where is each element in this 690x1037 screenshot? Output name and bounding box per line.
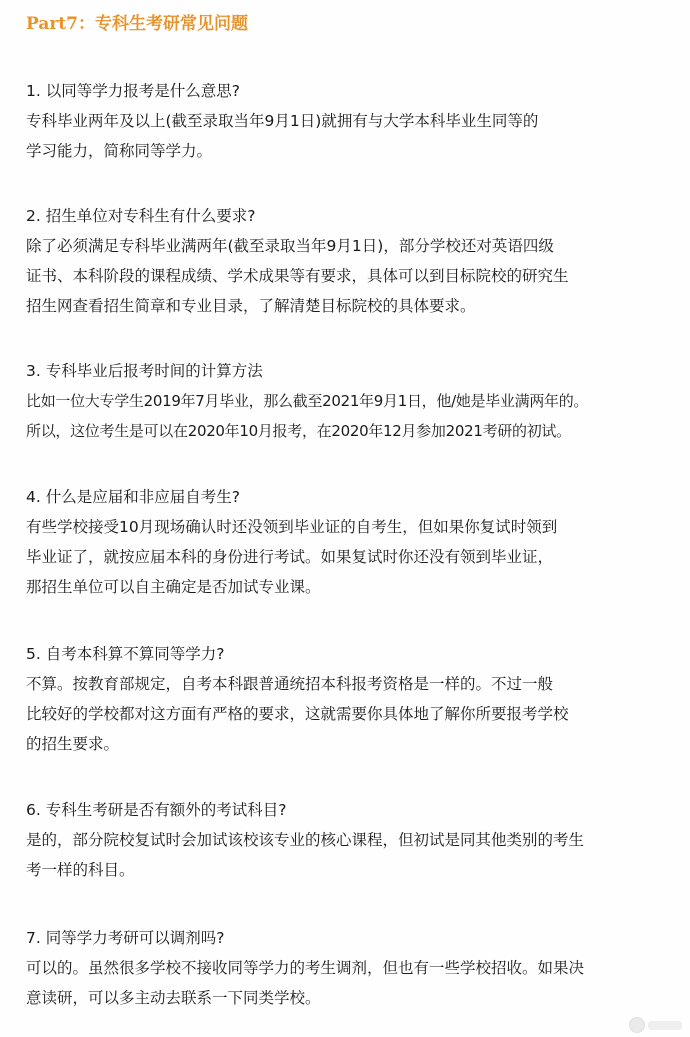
qa-section-2 [26,201,686,321]
question: 4. 什么是应届和非应届自考生? [26,488,240,506]
page-title: Part7：专科生考研常见问题 [26,14,248,34]
answer-line: 考一样的科目。 [26,861,135,879]
answer-line: 比如一位大专学生2019年7月毕业，那么截至2021年9月1日，他/她是毕业满两年的。 [26,392,589,410]
question: 2. 招生单位对专科生有什么要求? [26,207,256,225]
watermark-logo-icon [629,1017,645,1033]
answer-line: 所以，这位考生是可以在2020年10月报考，在2020年12月参加2021考研的初试。 [26,422,571,440]
answer-line: 招生网查看招生简章和专业目录，了解清楚目标院校的具体要求。 [26,297,476,315]
answer-line: 除了必须满足专科毕业满两年(截至录取当年9月1日)，部分学校还对英语四级 [26,237,554,255]
answer-line: 毕业证了，就按应届本科的身份进行考试。如果复试时你还没有领到毕业证， [26,548,554,566]
watermark [629,1017,682,1033]
answer-line: 意读研，可以多主动去联系一下同类学校。 [26,989,321,1007]
answer-line: 证书、本科阶段的课程成绩、学术成果等有要求，具体可以到目标院校的研究生 [26,267,569,285]
answer-line: 比较好的学校都对这方面有严格的要求，这就需要你具体地了解你所要报考学校 [26,705,569,723]
question: 5. 自考本科算不算同等学力? [26,645,225,663]
qa-section-6 [26,795,686,885]
question: 6. 专科生考研是否有额外的考试科目? [26,801,287,819]
answer-line: 那招生单位可以自主确定是否加试专业课。 [26,578,321,596]
qa-section-3 [26,356,686,446]
answer-line: 是的，部分院校复试时会加试该校该专业的核心课程，但初试是同其他类别的考生 [26,831,585,849]
question: 3. 专科毕业后报考时间的计算方法 [26,362,263,380]
qa-section-1 [26,76,686,166]
qa-section-4 [26,482,686,602]
watermark-mark [648,1021,682,1030]
question: 7. 同等学力考研可以调剂吗? [26,929,225,947]
qa-section-5 [26,639,686,759]
answer-line: 专科毕业两年及以上(截至录取当年9月1日)就拥有与大学本科毕业生同等的 [26,112,539,130]
answer-line: 学习能力，简称同等学力。 [26,142,213,160]
answer-line: 有些学校接受10月现场确认时还没领到毕业证的自考生，但如果你复试时领到 [26,518,558,536]
answer-line: 可以的。虽然很多学校不接收同等学力的考生调剂，但也有一些学校招收。如果决 [26,959,585,977]
answer-line: 不算。按教育部规定，自考本科跟普通统招本科报考资格是一样的。不过一般 [26,675,554,693]
qa-section-7 [26,923,686,1013]
question: 1. 以同等学力报考是什么意思? [26,82,240,100]
answer-line: 的招生要求。 [26,735,120,753]
